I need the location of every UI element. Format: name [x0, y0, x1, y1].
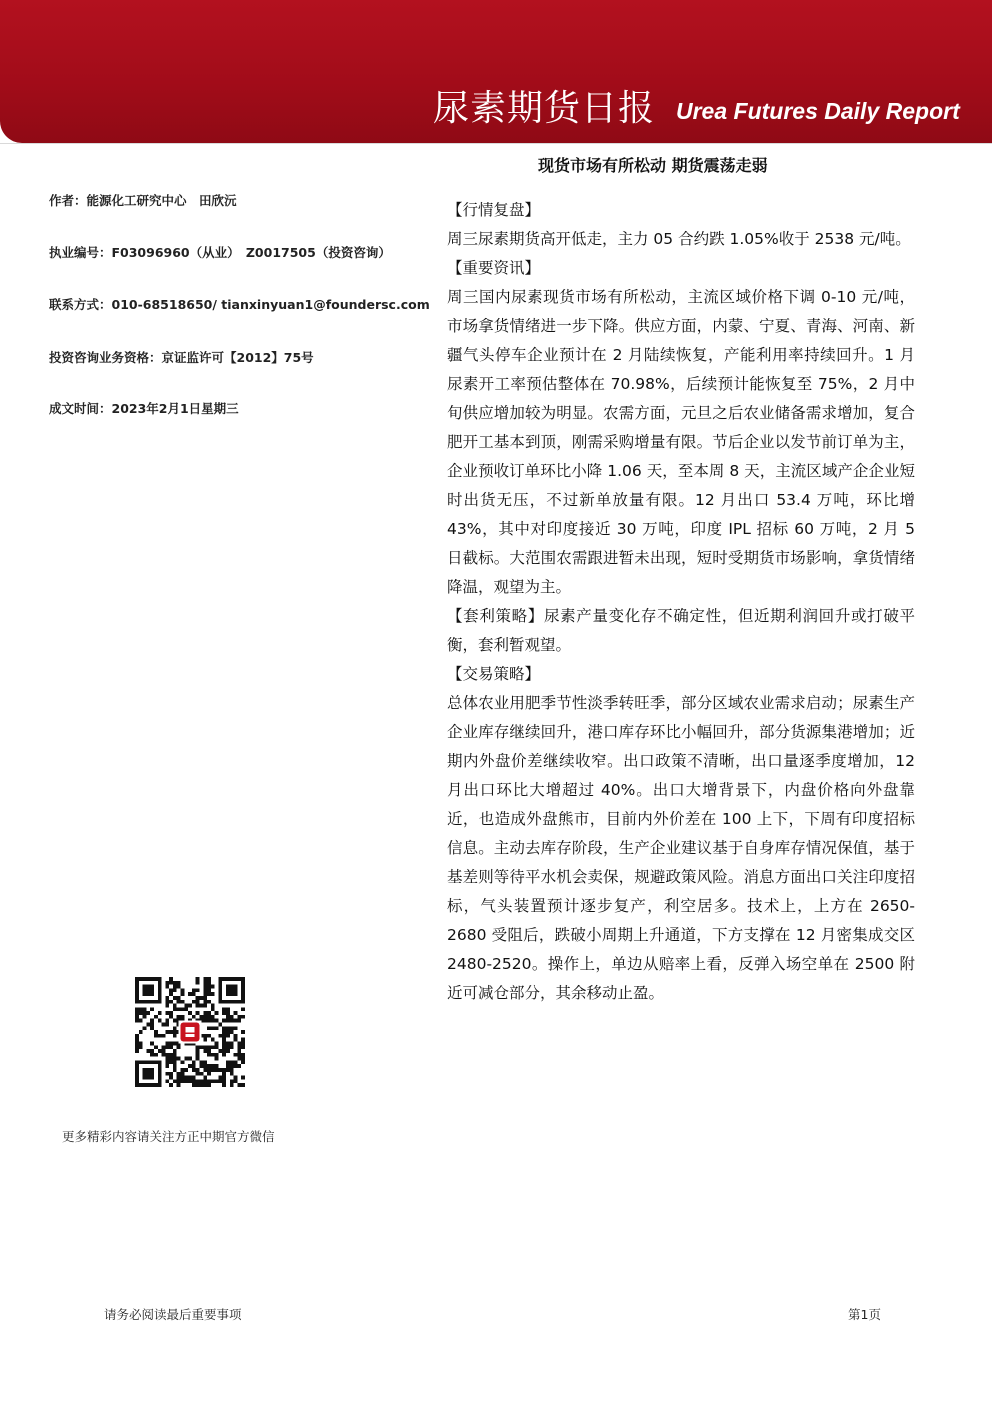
date-line: 成文时间：2023年2月1日星期三: [49, 401, 239, 416]
arbitrage-paragraph: [447, 602, 915, 660]
report-body: [447, 196, 915, 1008]
market-review-text: 周三尿素期货高开低走，主力 05 合约跌 1.05%收于 2538 元/吨。: [447, 230, 911, 248]
author-line: 作者：能源化工研究中心 田欣沅: [49, 193, 237, 208]
market-review-heading: 【行情复盘】: [447, 201, 541, 219]
arbitrage-text: 尿素产量变化存不确定性，但近期利润回升或打破平衡，套利暂观望。: [447, 607, 915, 654]
arbitrage-heading: 【套利策略】: [447, 607, 544, 625]
header-divider: [0, 143, 992, 144]
trading-heading: 【交易策略】: [447, 665, 541, 683]
trading-text: 总体农业用肥季节性淡季转旺季，部分区域农业需求启动；尿素生产企业库存继续回升，港口库存环比小幅回升，部分货源集港增加；近期内外盘价差继续收窄。出口政策不清晰，出口量逐季度增加，12 月出口环比大增超过 40%。出口大增背景下，内盘价格向外盘靠近，也造成外盘熊市，目前内外价差在 100 上下，下周有印度招标信息。主动去库存阶段，生产企业建议基于自身库存情况保值，基于基差则等待平水机会卖保，规避政策风险。消息方面出口关注印度招标，气头装置预计逐步复产，利空居多。技术上，上方在 2650-2680 受阻后，跌破小周期上升通道，下方支撑在 12 月密集成交区 2480-2520。操作上，单边从赔率上看，反弹入场空单在 2500 附近可减仓部分，其余移动止盈。: [447, 694, 915, 1002]
report-headline: 现货市场有所松动 期货震荡走弱: [538, 156, 768, 175]
license-line: 执业编号：F03096960（从业） Z0017505（投资咨询）: [49, 245, 391, 260]
news-heading: 【重要资讯】: [447, 259, 541, 277]
wechat-qr-code-icon: [135, 977, 245, 1087]
qr-caption: 更多精彩内容请关注方正中期官方微信: [62, 1129, 275, 1144]
news-text: 周三国内尿素现货市场有所松动，主流区域价格下调 0-10 元/吨，市场拿货情绪进一步下降。供应方面，内蒙、宁夏、青海、河南、新疆气头停车企业预计在 2 月陆续恢复，产能利用率持续回升。1 月尿素开工率预估整体在 70.98%，后续预计能恢复至 75%，2 月中旬供应增加较为明显。农需方面，元旦之后农业储备需求增加，复合肥开工基本到顶，刚需采购增量有限。节后企业以发节前订单为主，企业预收订单环比小降 1.06 天，至本周 8 天，主流区域产企企业短时出货无压，不过新单放量有限。12 月出口 53.4 万吨，环比增 43%，其中对印度接近 30 万吨，印度 IPL 招标 60 万吨，2 月 5 日截标。大范围农需跟进暂未出现，短时受期货市场影响，拿货情绪降温，观望为主。: [447, 288, 915, 596]
contact-line: 联系方式：010-68518650/ tianxinyuan1@foundersc.com: [49, 297, 430, 312]
qualification-line: 投资咨询业务资格：京证监许可【2012】75号: [49, 350, 314, 365]
footer-notice: 请务必阅读最后重要事项: [104, 1307, 242, 1322]
report-title-cn: 尿素期货日报: [433, 88, 656, 129]
report-title-en: Urea Futures Daily Report: [676, 98, 960, 124]
page-number: 第1页: [848, 1307, 881, 1322]
